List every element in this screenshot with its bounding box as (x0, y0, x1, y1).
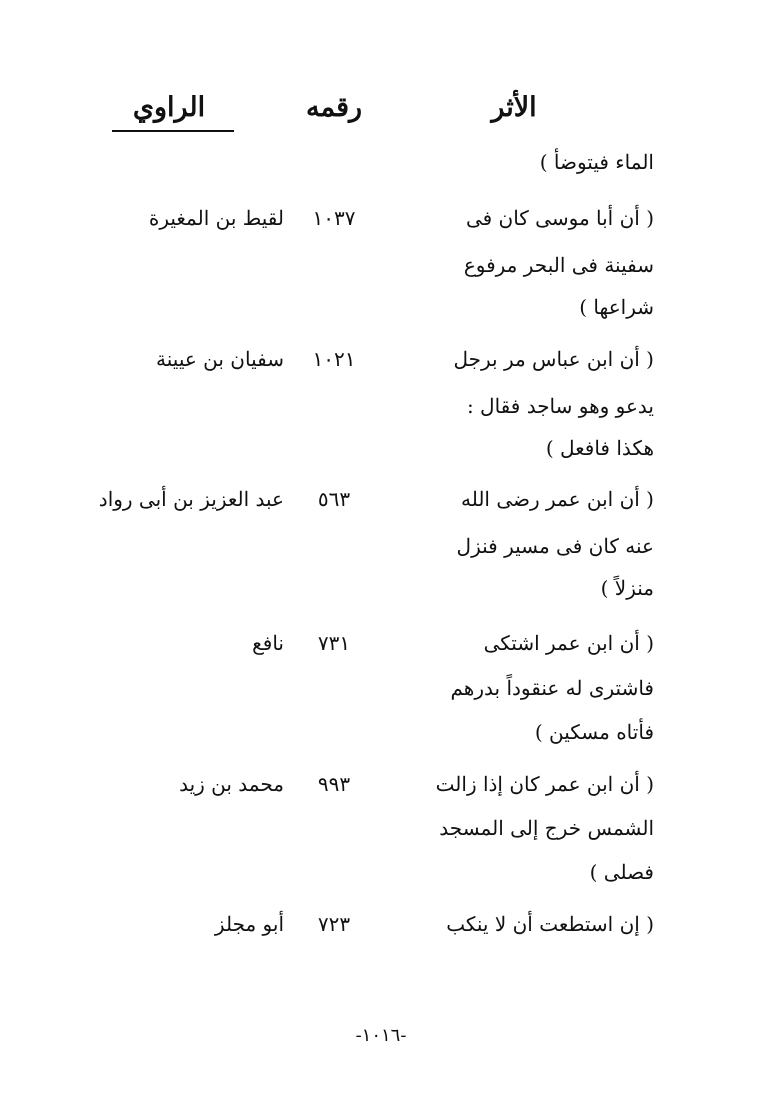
entry-narrator: محمد بن زيد (179, 772, 284, 796)
entry-narrator: لقيط بن المغيرة (148, 206, 284, 230)
entry-number: ٧٣١ (317, 631, 351, 655)
entry-number: ٩٩٣ (317, 772, 351, 796)
entry-narrator: سفيان بن عيينة (156, 347, 284, 371)
athar-line: ( أن ابن عباس مر برجل (453, 347, 654, 371)
athar-line: الشمس خرج إلى المسجد (439, 816, 654, 840)
header-athar: الأثر (491, 92, 537, 123)
athar-line: ( أن ابن عمر اشتكى (483, 631, 654, 655)
entry-number: ١٠٢١ (312, 347, 356, 371)
athar-line: ( أن أبا موسى كان فى (465, 206, 654, 230)
entry-number: ١٠٣٧ (312, 206, 356, 230)
athar-line: يدعو وهو ساجد فقال : (466, 394, 654, 418)
athar-line: شراعها ) (579, 295, 654, 319)
athar-line: منزلاً ) (600, 576, 654, 600)
athar-line: عنه كان فى مسير فنزل (456, 534, 654, 558)
header-narrator: الراوي (132, 92, 206, 123)
athar-line: سفينة فى البحر مرفوع (463, 253, 654, 277)
entry-narrator: نافع (252, 631, 284, 655)
header-underline (112, 130, 234, 132)
athar-line: هكذا فافعل ) (545, 436, 654, 460)
athar-line: فأتاه مسكين ) (534, 720, 654, 744)
athar-line: فاشترى له عنقوداً بدرهم (450, 676, 654, 700)
header-number: رقمه (305, 92, 363, 123)
athar-line: الماء فيتوضأ ) (539, 150, 654, 174)
entry-narrator: أبو مجلز (214, 912, 284, 936)
page-number: -١٠١٦- (355, 1025, 407, 1046)
table-header (0, 88, 762, 132)
entry-number: ٥٦٣ (317, 487, 351, 511)
athar-line: ( أن ابن عمر رضى الله (460, 487, 654, 511)
athar-line: فصلى ) (589, 860, 654, 884)
athar-line: ( إن استطعت أن لا ينكب (446, 912, 654, 936)
entry-number: ٧٢٣ (317, 912, 351, 936)
entry-narrator: عبد العزيز بن أبى رواد (98, 487, 284, 511)
athar-line: ( أن ابن عمر كان إذا زالت (435, 772, 654, 796)
